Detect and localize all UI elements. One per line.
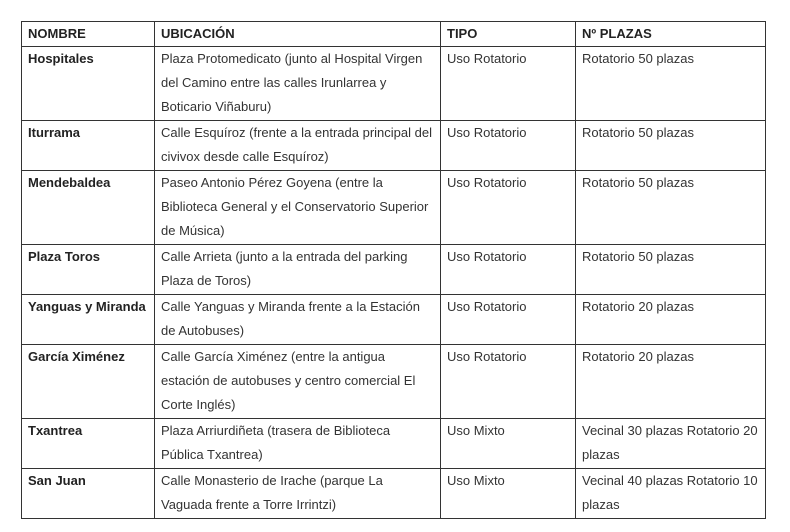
cell-ubicacion: Calle Arrieta (junto a la entrada del parking Plaza de Toros)	[155, 245, 441, 295]
table-row	[22, 171, 766, 245]
cell-tipo: Uso Mixto	[441, 469, 576, 519]
cell-plazas: Rotatorio 50 plazas	[576, 47, 766, 121]
table-row	[22, 47, 766, 121]
cell-tipo: Uso Mixto	[441, 419, 576, 469]
table-header	[22, 22, 766, 47]
table-row	[22, 295, 766, 345]
cell-ubicacion: Plaza Arriurdiñeta (trasera de Biblioteca Pública Txantrea)	[155, 419, 441, 469]
cell-plazas: Rotatorio 50 plazas	[576, 171, 766, 245]
cell-plazas: Rotatorio 20 plazas	[576, 295, 766, 345]
cell-ubicacion: Calle Esquíroz (frente a la entrada principal del civivox desde calle Esquíroz)	[155, 121, 441, 171]
cell-ubicacion: Calle Monasterio de Irache (parque La Vaguada frente a Torre Irrintzi)	[155, 469, 441, 519]
cell-ubicacion: Calle Yanguas y Miranda frente a la Estación de Autobuses)	[155, 295, 441, 345]
cell-tipo: Uso Rotatorio	[441, 121, 576, 171]
cell-tipo: Uso Rotatorio	[441, 345, 576, 419]
header-tipo: TIPO	[441, 22, 576, 47]
cell-plazas: Rotatorio 50 plazas	[576, 245, 766, 295]
cell-ubicacion: Paseo Antonio Pérez Goyena (entre la Biblioteca General y el Conservatorio Superior de Música)	[155, 171, 441, 245]
cell-tipo: Uso Rotatorio	[441, 47, 576, 121]
table-row	[22, 469, 766, 519]
cell-plazas: Rotatorio 50 plazas	[576, 121, 766, 171]
cell-nombre: García Ximénez	[22, 345, 155, 419]
table-row	[22, 121, 766, 171]
cell-ubicacion: Plaza Protomedicato (junto al Hospital Virgen del Camino entre las calles Irunlarrea y Boticario Viñaburu)	[155, 47, 441, 121]
cell-nombre: Iturrama	[22, 121, 155, 171]
cell-tipo: Uso Rotatorio	[441, 245, 576, 295]
cell-ubicacion: Calle García Ximénez (entre la antigua estación de autobuses y centro comercial El Corte Inglés)	[155, 345, 441, 419]
header-plazas: Nº PLAZAS	[576, 22, 766, 47]
table-row	[22, 345, 766, 419]
cell-tipo: Uso Rotatorio	[441, 171, 576, 245]
table-row	[22, 245, 766, 295]
cell-plazas: Rotatorio 20 plazas	[576, 345, 766, 419]
parking-table-container	[21, 21, 765, 519]
cell-plazas: Vecinal 30 plazas Rotatorio 20 plazas	[576, 419, 766, 469]
cell-tipo: Uso Rotatorio	[441, 295, 576, 345]
cell-nombre: Hospitales	[22, 47, 155, 121]
header-nombre: NOMBRE	[22, 22, 155, 47]
parking-table	[21, 21, 766, 519]
header-row	[22, 22, 766, 47]
cell-nombre: Yanguas y Miranda	[22, 295, 155, 345]
header-ubicacion: UBICACIÓN	[155, 22, 441, 47]
cell-plazas: Vecinal 40 plazas Rotatorio 10 plazas	[576, 469, 766, 519]
cell-nombre: Txantrea	[22, 419, 155, 469]
table-row	[22, 419, 766, 469]
cell-nombre: Mendebaldea	[22, 171, 155, 245]
cell-nombre: Plaza Toros	[22, 245, 155, 295]
table-body	[22, 47, 766, 519]
cell-nombre: San Juan	[22, 469, 155, 519]
